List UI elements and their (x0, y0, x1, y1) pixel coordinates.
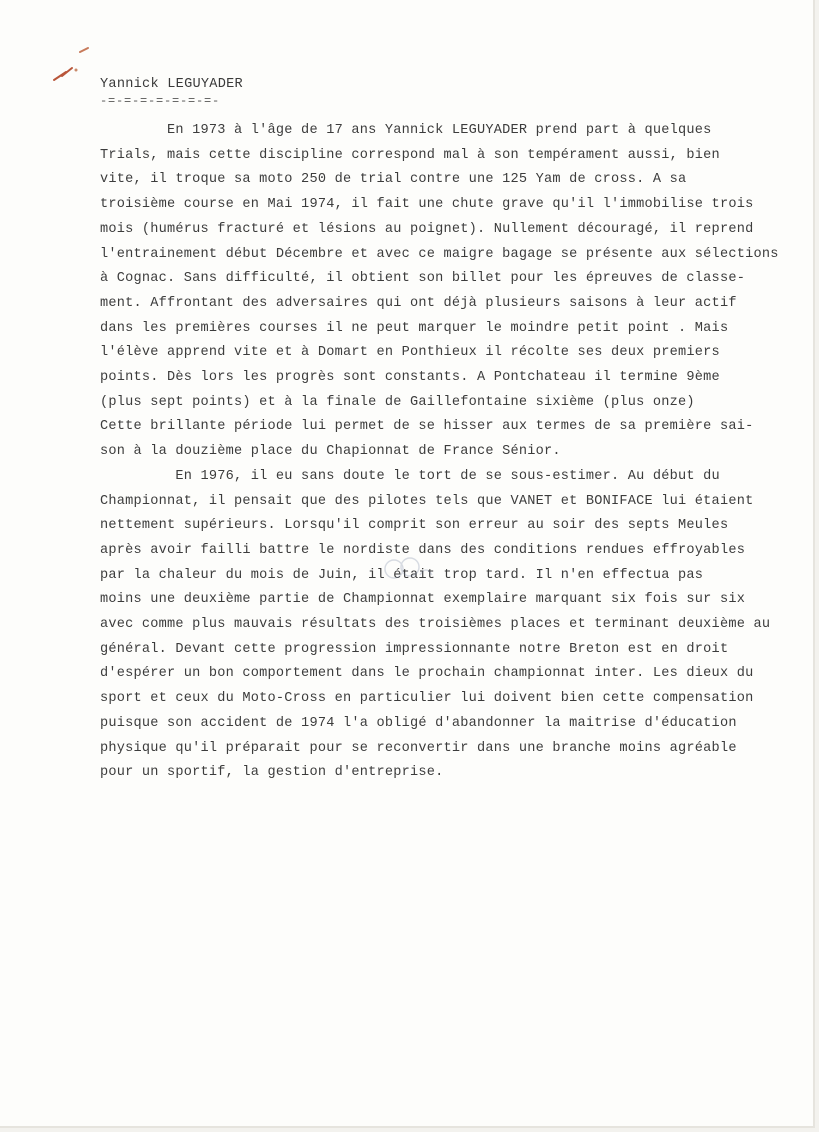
body-line: moins une deuxième partie de Championnat exemplaire marquant six fois sur six (100, 592, 746, 608)
body-line: pour un sportif, la gestion d'entreprise. (100, 765, 444, 781)
body-line: après avoir failli battre le nordiste dans des conditions rendues effroyables (100, 542, 746, 558)
body-line: vite, il troque sa moto 250 de trial contre une 125 Yam de cross. A sa (100, 172, 687, 188)
body-line: (plus sept points) et à la finale de Gaillefontaine sixième (plus onze) (100, 394, 695, 410)
body-line: troisième course en Mai 1974, il fait une chute grave qu'il l'immobilise trois (100, 197, 754, 213)
body-line: nettement supérieurs. Lorsqu'il comprit son erreur au soir des septs Meules (100, 518, 729, 534)
body-line: l'entrainement début Décembre et avec ce maigre bagage se présente aux sélections (100, 246, 779, 262)
body-line: ment. Affrontant des adversaires qui ont déjà plusieurs saisons à leur actif (100, 295, 737, 311)
pencil-mark (52, 46, 94, 84)
body-line: En 1976, il eu sans doute le tort de se sous-estimer. Au début du (100, 468, 720, 484)
body-line: par la chaleur du mois de Juin, il était trop tard. Il n'en effectua pas (100, 567, 704, 583)
body-line: à Cognac. Sans difficulté, il obtient son billet pour les épreuves de classe- (100, 271, 746, 287)
body-line: Trials, mais cette discipline correspond mal à son tempérament aussi, bien (100, 147, 720, 163)
body-line: dans les premières courses il ne peut marquer le moindre petit point . Mais (100, 320, 729, 336)
body-line: l'élève apprend vite et à Domart en Ponthieux il récolte ses deux premiers (100, 345, 720, 361)
body-line: d'espérer un bon comportement dans le prochain championnat inter. Les dieux du (100, 666, 754, 682)
body-line: Championnat, il pensait que des pilotes tels que VANET et BONIFACE lui étaient (100, 493, 754, 509)
body-line: avec comme plus mauvais résultats des troisièmes places et terminant deuxième au (100, 617, 771, 632)
body-line: physique qu'il préparait pour se reconvertir dans une branche moins agréable (100, 740, 737, 756)
title-underline: -=-=-=-=-=-=-=- (100, 94, 221, 108)
faint-watermark (380, 553, 436, 585)
body-line: mois (humérus fracturé et lésions au poignet). Nullement découragé, il reprend (100, 221, 754, 237)
body-line: sport et ceux du Moto-Cross en particulier lui doivent bien cette compensation (100, 691, 754, 707)
body-line: général. Devant cette progression impressionnante notre Breton est en droit (100, 641, 729, 657)
body-line: points. Dès lors les progrès sont constants. A Pontchateau il termine 9ème (100, 370, 720, 385)
body-line: En 1973 à l'âge de 17 ans Yannick LEGUYADER prend part à quelques (100, 123, 712, 138)
body-line: puisque son accident de 1974 l'a obligé d'abandonner la maitrise d'éducation (100, 715, 737, 731)
body-line: Cette brillante période lui permet de se hisser aux termes de sa première sai- (100, 419, 754, 435)
body-line: son à la douzième place du Chapionnat de France Sénior. (100, 444, 561, 460)
document-title: Yannick LEGUYADER (100, 77, 243, 92)
